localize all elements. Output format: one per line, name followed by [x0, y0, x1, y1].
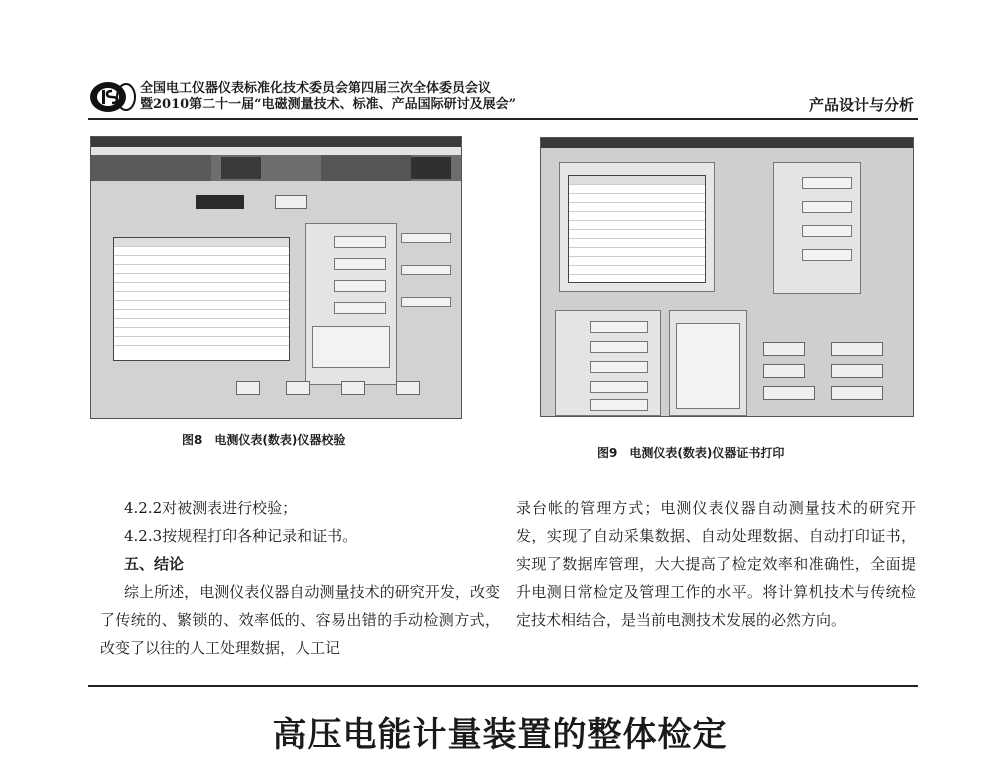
conclusion-paragraph-continued: 录台帐的管理方式；电测仪表仪器自动测量技术的研究开发，实现了自动采集数据、自动处理数据、自动打印证书，实现了数据库管理，大大提高了检定效率和准确性，全面提升电测日常检定及管理工作的水平。将计算机技术与传统检定技术相结合，是当前电测技术发展的必然方向。	[516, 499, 916, 629]
certificate-panel	[555, 310, 661, 416]
conference-logo-icon	[88, 80, 136, 114]
info-panel	[305, 223, 397, 385]
window-titlebar	[91, 137, 461, 147]
figure-9-screenshot	[540, 137, 914, 417]
right-column	[516, 494, 916, 634]
paragraph-4-2-3: 4.2.3按规程打印各种记录和证书。	[124, 527, 358, 545]
banner-image	[91, 155, 461, 181]
footer-rule	[88, 685, 918, 687]
next-article-title: 高压电能计量装置的整体检定	[272, 715, 728, 755]
header-rule	[88, 118, 918, 120]
window-titlebar	[541, 138, 913, 148]
figure-8-screenshot	[90, 136, 462, 419]
section-heading-conclusion: 五、结论	[124, 555, 185, 573]
figure-button	[275, 195, 307, 209]
figure-8-caption: 图8 电测仪表(数表)仪器校验	[182, 433, 346, 447]
page-header	[88, 78, 920, 118]
conference-title-line2: 暨2010第二十一届“电磁测量技术、标准、产品国际研讨及展会”	[140, 97, 517, 112]
left-column	[100, 494, 500, 662]
figure-table	[113, 237, 290, 361]
conference-title-line1: 全国电工仪器仪表标准化技术委员会第四届三次全体委员会议	[140, 81, 492, 96]
figure-9-caption: 图9 电测仪表(数表)仪器证书打印	[597, 446, 785, 460]
info-panel	[773, 162, 861, 294]
tab-panel	[559, 162, 715, 292]
conclusion-paragraph-start: 综上所述，电测仪表仪器自动测量技术的研究开发，改变了传统的、繁锁的、效率低的、容易出错的手动检测方式，改变了以往的人工处理数据，人工记	[100, 583, 500, 657]
paragraph-4-2-2: 4.2.2对被测表进行校验；	[124, 499, 298, 517]
serial-display	[196, 195, 244, 209]
section-label: 产品设计与分析	[808, 96, 914, 114]
window-menubar	[91, 147, 461, 155]
notes-panel	[669, 310, 747, 416]
conference-title	[140, 81, 516, 113]
